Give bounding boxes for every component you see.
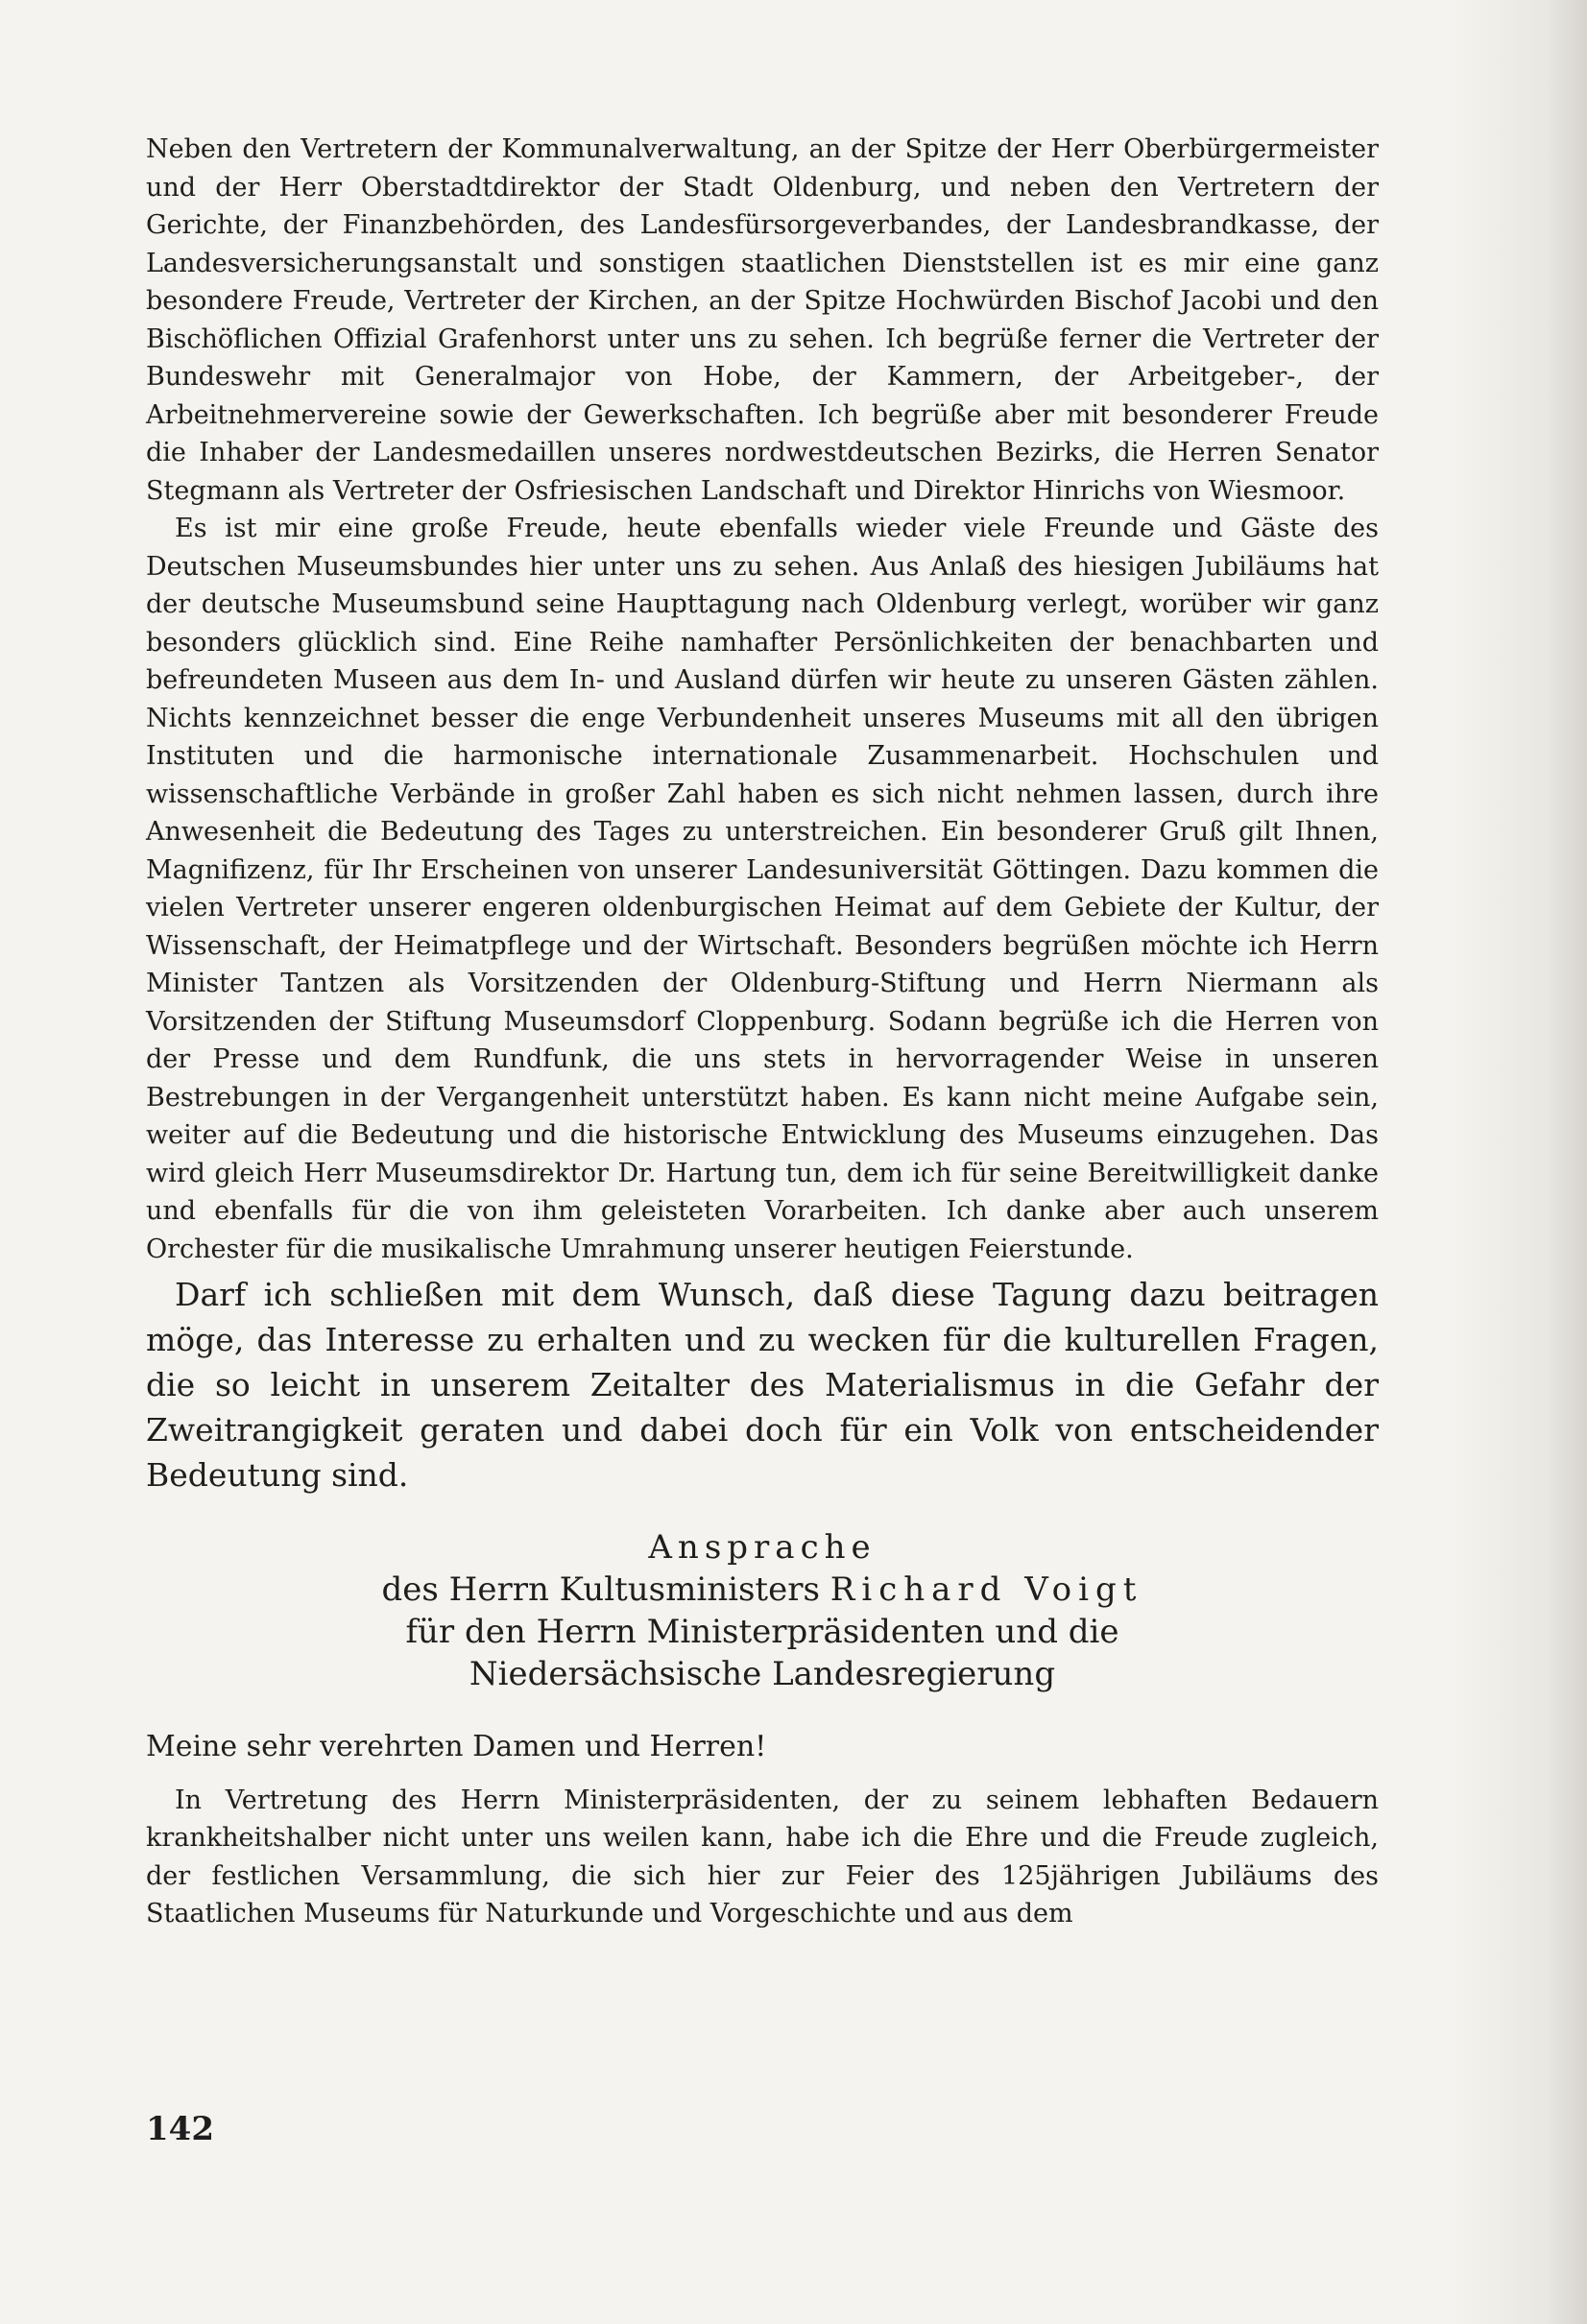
heading-line-3: für den Herrn Ministerpräsidenten und die [405,1613,1119,1651]
paragraph-1: Neben den Vertretern der Kommunalverwaltung, an der Spitze der Herr Oberbürgermeister und der Herr Oberstadtdirektor der Stadt Oldenburg, und neben den Vertretern der Gerichte, der Finanzbehörden, des Landesfürsorgeverbandes, der Landesbrandkasse, der Landesversicherungsanstalt und sonstigen staatlichen Dienststellen ist es mir eine ganz besondere Freude, Vertreter der Kirchen, an der Spitze Hochwürden Bischof Jacobi und den Bischöflichen Offizial Grafenhorst unter uns zu sehen. Ich begrüße ferner die Vertreter der Bundeswehr mit Generalmajor von Hobe, der Kammern, der Arbeitgeber-, der Arbeitnehmervereine sowie der Gewerkschaften. Ich begrüße aber mit besonderer Freude die Inhaber der Landesmedaillen unseres nordwestdeutschen Bezirks, die Herren Senator Stegmann als Vertreter der Osfriesischen Landschaft und Direktor Hinrichs von Wiesmoor. [146,134,1379,506]
page-number: 142 [146,2110,214,2148]
heading-speaker-name: Richard Voigt [830,1570,1143,1609]
page-text [146,131,1379,1933]
heading-title: Ansprache [648,1528,877,1567]
paragraph-2: Es ist mir eine große Freude, heute ebenfalls wieder viele Freunde und Gäste des Deutschen Museumsbundes hier unter uns zu sehen. Aus Anlaß des hiesigen Jubiläums hat der deutsche Museumsbund seine Haupttagung nach Oldenburg verlegt, worüber wir ganz besonders glücklich sind. Eine Reihe namhafter Persönlichkeiten der benachbarten und befreundeten Museen aus dem In- und Ausland dürfen wir heute zu unseren Gästen zählen. Nichts kennzeichnet besser die enge Verbundenheit unseres Museums mit all den übrigen Instituten und die harmonische internationale Zusammenarbeit. Hochschulen und wissenschaftliche Verbände in großer Zahl haben es sich nicht nehmen lassen, durch ihre Anwesenheit die Bedeutung des Tages zu unterstreichen. Ein besonderer Gruß gilt Ihnen, Magnifizenz, für Ihr Erscheinen von unserer Landesuniversität Göttingen. Dazu kommen die vielen Vertreter unserer engeren oldenburgischen Heimat auf dem Gebiete der Kultur, der Wissenschaft, der Heimatpflege und der Wirtschaft. Besonders begrüßen möchte ich Herrn Minister Tantzen als Vorsitzenden der Oldenburg-Stiftung und Herrn Niermann als Vorsitzenden der Stiftung Museumsdorf Cloppenburg. Sodann begrüße ich die Herren von der Presse und dem Rundfunk, die uns stets in hervorragender Weise in unseren Bestrebungen in der Vergangenheit unterstützt haben. Es kann nicht meine Aufgabe sein, weiter auf die Bedeutung und die historische Entwicklung des Museums einzugehen. Das wird gleich Herr Museumsdirektor Dr. Hartung tun, dem ich für seine Bereitwilligkeit danke und ebenfalls für die von ihm geleisteten Vorarbeiten. Ich danke aber auch unserem Orchester für die musikalische Umrahmung unserer heutigen Feierstunde. [146,514,1379,1264]
heading-line-4: Niedersächsische Landesregierung [469,1655,1056,1693]
heading-speaker [146,1569,1379,1611]
salutation: Meine sehr verehrten Damen und Herren! [146,1730,767,1763]
paragraph-4: In Vertretung des Herrn Ministerpräsidenten, der zu seinem lebhaften Bedauern krankheitshalber nicht unter uns weilen kann, habe ich die Ehre und die Freude zugleich, der festlichen Versammlung, die sich hier zur Feier des 125jährigen Jubiläums des Staatlichen Museums für Naturkunde und Vorgeschichte und aus dem [146,1785,1379,1929]
page-edge-shadow [1453,0,1587,2324]
heading-speaker-prefix: des Herrn Kultusministers [381,1570,820,1609]
paragraph-3: Darf ich schließen mit dem Wunsch, daß diese Tagung dazu beitragen möge, das Interesse zu erhalten und zu wecken für die kulturellen Fragen, die so leicht in unserem Zeitalter des Materialismus in die Gefahr der Zweitrangigkeit geraten und dabei doch für ein Volk von entscheidender Bedeutung sind. [146,1276,1379,1494]
